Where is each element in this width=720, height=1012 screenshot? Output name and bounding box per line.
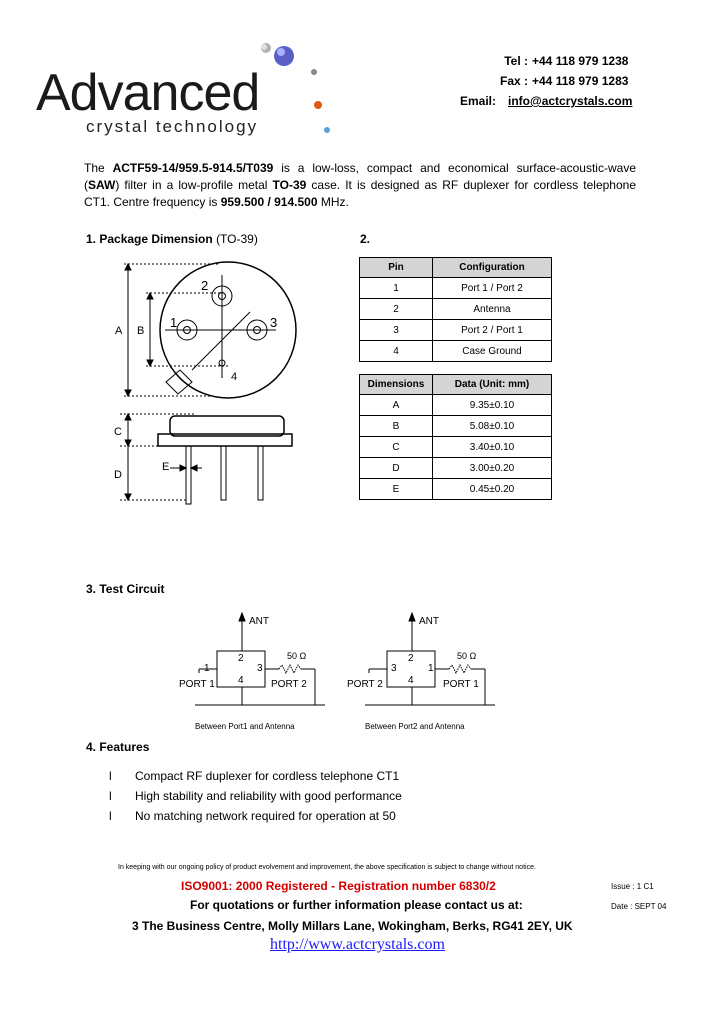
date-label: Date : SEPT 04 <box>611 902 667 911</box>
port-label: PORT 2 <box>271 679 307 690</box>
test-circuit-2 <box>345 605 505 735</box>
centre-frequency: 959.500 / 914.500 <box>220 195 318 209</box>
pin-table-header: Configuration <box>433 258 552 278</box>
fax-label: Fax : <box>499 74 528 88</box>
table-row <box>360 458 552 479</box>
pin-label-2: 2 <box>201 278 209 293</box>
policy-note: In keeping with our ongoing policy of product evolvement and improvement, the above specification is subject to change without notice. <box>118 864 536 871</box>
table-cell: 1 <box>360 278 433 299</box>
company-logo <box>36 40 336 140</box>
table-cell: 5.08±0.10 <box>433 416 552 437</box>
package-name: TO-39 <box>272 178 307 192</box>
section-2-title: 2. <box>360 232 371 246</box>
circuit-pin: 1 <box>204 663 210 674</box>
ant-label: ANT <box>249 616 269 627</box>
dim-label-a: A <box>115 325 123 337</box>
feature-text: No matching network required for operation at 50 <box>135 809 396 823</box>
circuit-caption: Between Port1 and Antenna <box>195 722 295 731</box>
logo-brand: Advanced <box>36 64 260 122</box>
table-cell: 0.45±0.20 <box>433 479 552 500</box>
package-drawing <box>100 250 310 520</box>
test-circuit-1 <box>175 605 335 735</box>
fax-value: +44 118 979 1283 <box>532 74 629 88</box>
table-cell: A <box>360 395 433 416</box>
table-cell: 9.35±0.10 <box>433 395 552 416</box>
circuit-pin: 4 <box>238 675 244 686</box>
table-cell: 2 <box>360 299 433 320</box>
pin-label-3: 3 <box>270 315 278 330</box>
intro-text: case. It is designed as RF duplexer for cordless telephone CT1. Centre frequency is <box>84 178 636 209</box>
intro-text: ) filter in a low-profile metal <box>115 178 273 192</box>
dim-table-header: Data (Unit: mm) <box>433 375 552 395</box>
table-row <box>360 479 552 500</box>
table-cell: E <box>360 479 433 500</box>
table-row <box>360 299 552 320</box>
bullet: l <box>109 769 112 783</box>
logo-tagline: crystal technology <box>86 117 259 136</box>
table-cell: 3.00±0.20 <box>433 458 552 479</box>
table-row <box>360 341 552 362</box>
contact-block <box>460 51 640 111</box>
circuit-pin: 3 <box>391 663 397 674</box>
table-cell: B <box>360 416 433 437</box>
table-cell: Case Ground <box>433 341 552 362</box>
feature-text: Compact RF duplexer for cordless telephone CT1 <box>135 769 400 783</box>
issue-label: Issue : 1 C1 <box>611 882 654 891</box>
port-label: PORT 1 <box>179 679 215 690</box>
feature-text: High stability and reliability with good performance <box>135 789 402 803</box>
bullet: l <box>109 789 112 803</box>
email-label: Email: <box>460 94 497 108</box>
port-label: PORT 1 <box>443 679 479 690</box>
pin-label-4: 4 <box>231 371 238 383</box>
logo-graphic <box>36 40 336 140</box>
quotation-line: For quotations or further information please contact us at: <box>190 898 523 912</box>
company-address: 3 The Business Centre, Molly Millars Lane, Wokingham, Berks, RG41 2EY, UK <box>132 919 573 933</box>
tel-label: Tel : <box>504 54 528 68</box>
bullet: l <box>109 809 112 823</box>
table-cell: D <box>360 458 433 479</box>
port-label: PORT 2 <box>347 679 383 690</box>
dim-label-e: E <box>162 461 170 473</box>
tel-value: +44 118 979 1238 <box>532 54 629 68</box>
table-row <box>360 395 552 416</box>
circuit-pin: 3 <box>257 663 263 674</box>
table-cell: 4 <box>360 341 433 362</box>
table-row <box>360 416 552 437</box>
section-package-title <box>86 232 258 246</box>
dim-label-d: D <box>114 469 122 481</box>
table-header-row <box>360 258 552 278</box>
features-list <box>109 766 402 826</box>
table-row <box>360 437 552 458</box>
website-link[interactable]: http://www.actcrystals.com <box>270 936 445 953</box>
dim-table-header: Dimensions <box>360 375 433 395</box>
circuit-pin: 2 <box>238 653 244 664</box>
pin-table <box>359 257 552 362</box>
table-cell: Port 2 / Port 1 <box>433 320 552 341</box>
iso-registration: ISO9001: 2000 Registered - Registration number 6830/2 <box>181 879 496 893</box>
dim-label-c: C <box>114 426 122 438</box>
table-row <box>360 278 552 299</box>
circuit-pin: 4 <box>408 675 414 686</box>
table-cell: Port 1 / Port 2 <box>433 278 552 299</box>
intro-text: is a low-loss, compact and economical surface-acoustic-wave ( <box>84 161 636 192</box>
section-test-circuit-title: 3. Test Circuit <box>86 582 165 596</box>
part-number: ACTF59-14/959.5-914.5/T039 <box>112 161 274 175</box>
table-cell: Antenna <box>433 299 552 320</box>
list-item <box>109 786 402 806</box>
table-row <box>360 320 552 341</box>
circuit-pin: 1 <box>428 663 434 674</box>
website <box>270 936 445 954</box>
list-item <box>109 806 402 826</box>
table-cell: C <box>360 437 433 458</box>
ant-label: ANT <box>419 616 439 627</box>
circuit-pin: 2 <box>408 653 414 664</box>
load-label: 50 Ω <box>457 651 477 661</box>
intro-paragraph <box>84 160 636 211</box>
pin-label-1: 1 <box>170 315 178 330</box>
saw-abbr: SAW <box>88 178 116 192</box>
email-link[interactable]: info@actcrystals.com <box>508 94 633 108</box>
list-item <box>109 766 402 786</box>
table-cell: 3.40±0.10 <box>433 437 552 458</box>
table-cell: 3 <box>360 320 433 341</box>
dimension-table <box>359 374 552 500</box>
intro-text: MHz. <box>317 195 349 209</box>
dim-label-b: B <box>137 325 145 337</box>
section-features-title: 4. Features <box>86 740 150 754</box>
pin-table-header: Pin <box>360 258 433 278</box>
load-label: 50 Ω <box>287 651 307 661</box>
intro-text: The <box>84 161 113 175</box>
section-title: 1. Package Dimension <box>86 232 217 246</box>
table-header-row <box>360 375 552 395</box>
section-subtitle: (TO-39) <box>216 232 258 246</box>
circuit-caption: Between Port2 and Antenna <box>365 722 465 731</box>
